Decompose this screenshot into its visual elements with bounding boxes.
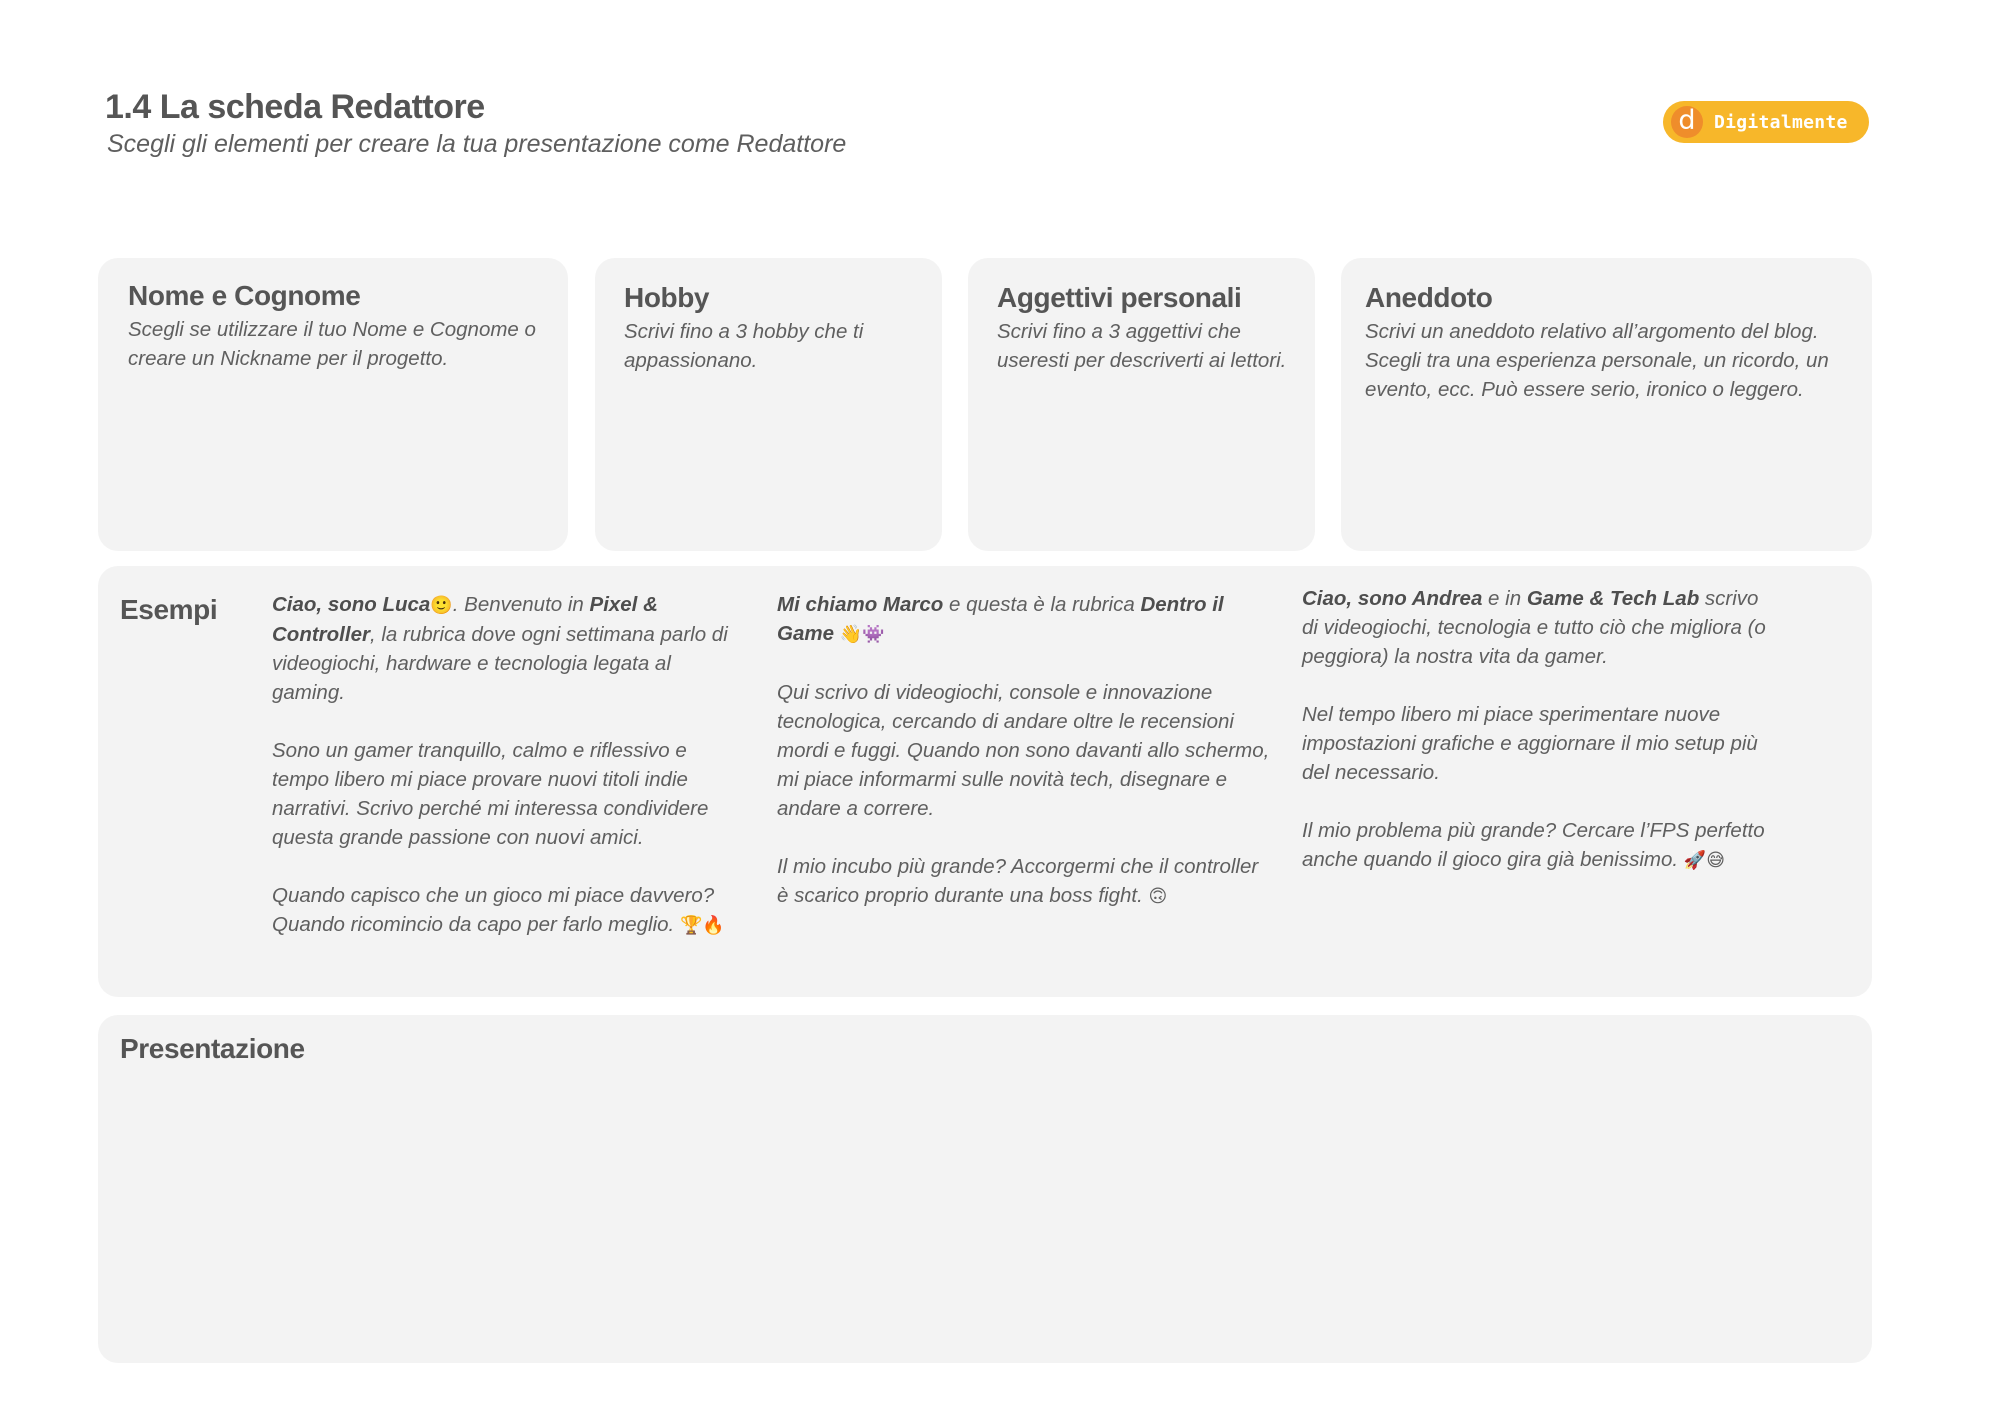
example-luca bbox=[272, 590, 747, 969]
example-paragraph bbox=[272, 881, 747, 940]
example-bold-text: Pixel & Controller bbox=[272, 593, 658, 646]
example-text: scrivo di videogiochi, tecnologia e tutto ciò che migliora (o peggiora) la nostra vita da gamer. bbox=[1302, 587, 1766, 668]
trophy-fire-icon: 🏆🔥 bbox=[679, 915, 725, 936]
page-subtitle: Scegli gli elementi per creare la tua presentazione come Redattore bbox=[107, 130, 847, 158]
card-title: Presentazione bbox=[120, 1033, 305, 1064]
smile-icon: 🙂 bbox=[430, 595, 453, 616]
example-text: e questa è la rubrica bbox=[943, 593, 1141, 616]
card-hobby bbox=[595, 258, 942, 551]
card-esempi bbox=[98, 566, 1872, 997]
example-marco bbox=[777, 590, 1272, 940]
card-description: Scrivi fino a 3 aggettivi che useresti per descriverti ai lettori. bbox=[997, 320, 1287, 372]
example-bold-text: Game & Tech Lab bbox=[1526, 587, 1700, 610]
wave-alien-icon: 👋👾 bbox=[839, 624, 885, 645]
card-title: Hobby bbox=[624, 282, 710, 313]
card-title: Esempi bbox=[120, 594, 218, 625]
example-bold-text: Dentro il Game bbox=[777, 593, 1224, 645]
example-bold-text: Mi chiamo Marco bbox=[777, 593, 944, 616]
card-presentazione[interactable] bbox=[98, 1015, 1872, 1363]
card-title: Aggettivi personali bbox=[997, 282, 1242, 313]
example-text: Il mio incubo più grande? Accorgermi che il controller è scarico proprio durante una boss fight. bbox=[777, 855, 1259, 907]
example-paragraph bbox=[777, 852, 1272, 911]
example-text: , la rubrica dove ogni settimana parlo di videogiochi, hardware e tecnologia legata al gaming. bbox=[272, 623, 728, 704]
card-aggettivi-personali bbox=[968, 258, 1315, 551]
example-andrea bbox=[1302, 584, 1772, 904]
example-text: . Benvenuto in bbox=[452, 593, 590, 616]
example-paragraph bbox=[777, 590, 1272, 649]
example-paragraph: Sono un gamer tranquillo, calmo e riflessivo e tempo libero mi piace provare nuovi titoli indie narrativi. Scrivo perché mi interessa condividere questa grande passione con nuovi amici. bbox=[272, 739, 709, 849]
card-title: Aneddoto bbox=[1365, 282, 1493, 313]
brand-badge bbox=[1663, 101, 1869, 143]
example-paragraph bbox=[1302, 816, 1772, 875]
example-text: e in bbox=[1482, 587, 1527, 610]
example-paragraph: Nel tempo libero mi piace sperimentare nuove impostazioni grafiche e aggiornare il mio setup più del necessario. bbox=[1302, 703, 1758, 784]
example-text: Quando capisco che un gioco mi piace davvero? Quando ricomincio da capo per farlo meglio. bbox=[272, 884, 715, 936]
example-bold-text: Ciao, sono Andrea bbox=[1302, 587, 1483, 610]
card-aneddoto bbox=[1341, 258, 1872, 551]
card-description: Scegli se utilizzare il tuo Nome e Cognome o creare un Nickname per il progetto. bbox=[128, 318, 536, 370]
example-text: Il mio problema più grande? Cercare l’FPS perfetto anche quando il gioco gira già benissimo. bbox=[1302, 819, 1765, 871]
brand-name: Digitalmente bbox=[1714, 111, 1848, 133]
page-title: 1.4 La scheda Redattore bbox=[105, 88, 485, 126]
example-paragraph bbox=[272, 590, 747, 707]
example-paragraph: Qui scrivo di videogiochi, console e innovazione tecnologica, cercando di andare oltre le recensioni mordi e fuggi. Quando non sono davanti allo schermo, mi piace informarmi sulle novità tech, disegnare e andare a correre. bbox=[777, 681, 1270, 820]
card-title: Nome e Cognome bbox=[128, 280, 361, 311]
upside-down-face-icon: 🙃 bbox=[1148, 886, 1168, 907]
card-description: Scrivi un aneddoto relativo all’argomento del blog. Scegli tra una esperienza personale, un ricordo, un evento, ecc. Può essere serio, ironico o leggero. bbox=[1365, 320, 1829, 401]
card-description: Scrivi fino a 3 hobby che ti appassionano. bbox=[624, 320, 864, 372]
rocket-sweat-smile-icon: 🚀😅 bbox=[1683, 850, 1725, 871]
example-bold-text: Ciao, sono Luca bbox=[272, 593, 431, 616]
card-nome-cognome bbox=[98, 258, 568, 551]
brand-logo-icon: d bbox=[1671, 106, 1703, 138]
example-paragraph bbox=[1302, 584, 1772, 671]
